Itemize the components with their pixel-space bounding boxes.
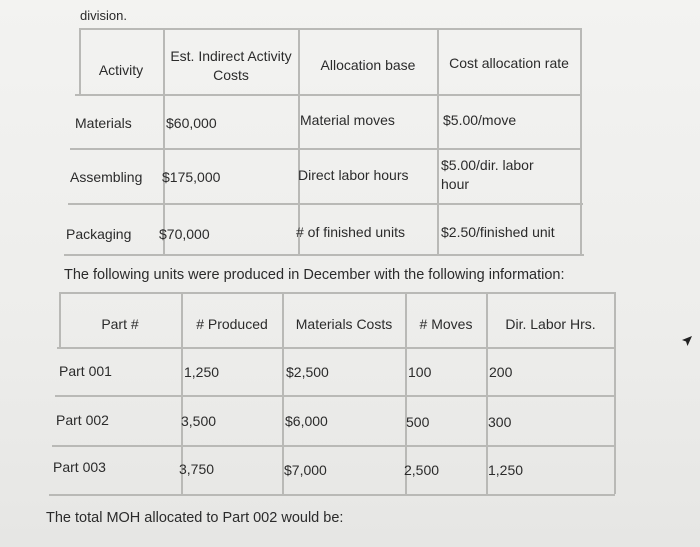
top-text: division.	[80, 8, 127, 23]
cost-cell: $60,000	[166, 115, 217, 131]
produced-cell: 3,500	[181, 413, 217, 429]
part-cell: Part 002	[56, 412, 109, 428]
materials-cell: $6,000	[285, 413, 328, 429]
part-cell: Part 003	[53, 459, 106, 475]
production-sentence: The following units were produced in December with the following information:	[64, 267, 565, 283]
header-cost-allocation-rate: Cost allocation rate	[449, 55, 569, 71]
base-cell: Direct labor hours	[298, 167, 409, 183]
rate-cell: $5.00/dir. labor hour	[441, 157, 534, 192]
produced-cell: 3,750	[179, 461, 215, 477]
base-cell: # of finished units	[296, 224, 405, 240]
header-dir-labor-hrs: Dir. Labor Hrs.	[505, 316, 596, 332]
cursor-arrow-icon	[681, 335, 693, 347]
labor-cell: 300	[488, 414, 512, 430]
materials-cell: $7,000	[284, 462, 327, 478]
activity-cell: Assembling	[70, 169, 143, 185]
question-text: The total MOH allocated to Part 002 would be:	[46, 510, 344, 526]
header-produced: # Produced	[196, 316, 268, 332]
activity-cell: Packaging	[66, 226, 132, 242]
rate-cell: $5.00/move	[443, 112, 517, 128]
moves-cell: 500	[406, 414, 430, 430]
moves-cell: 100	[408, 364, 432, 380]
base-cell: Material moves	[300, 112, 395, 128]
header-allocation-base: Allocation base	[320, 57, 416, 73]
cost-cell: $175,000	[162, 169, 221, 185]
produced-cell: 1,250	[184, 364, 220, 380]
activity-cell: Materials	[75, 115, 132, 131]
header-est-costs: Est. Indirect Activity Costs	[170, 48, 292, 83]
header-activity: Activity	[98, 62, 144, 78]
part-cell: Part 001	[59, 363, 112, 379]
labor-cell: 200	[489, 364, 513, 380]
rate-cell: $2.50/finished unit	[441, 224, 555, 240]
header-materials-costs: Materials Costs	[295, 316, 393, 332]
labor-cell: 1,250	[488, 462, 524, 478]
header-moves: # Moves	[419, 316, 473, 332]
cost-cell: $70,000	[159, 226, 210, 242]
header-part: Part #	[101, 316, 139, 332]
moves-cell: 2,500	[404, 462, 440, 478]
materials-cell: $2,500	[286, 364, 329, 380]
